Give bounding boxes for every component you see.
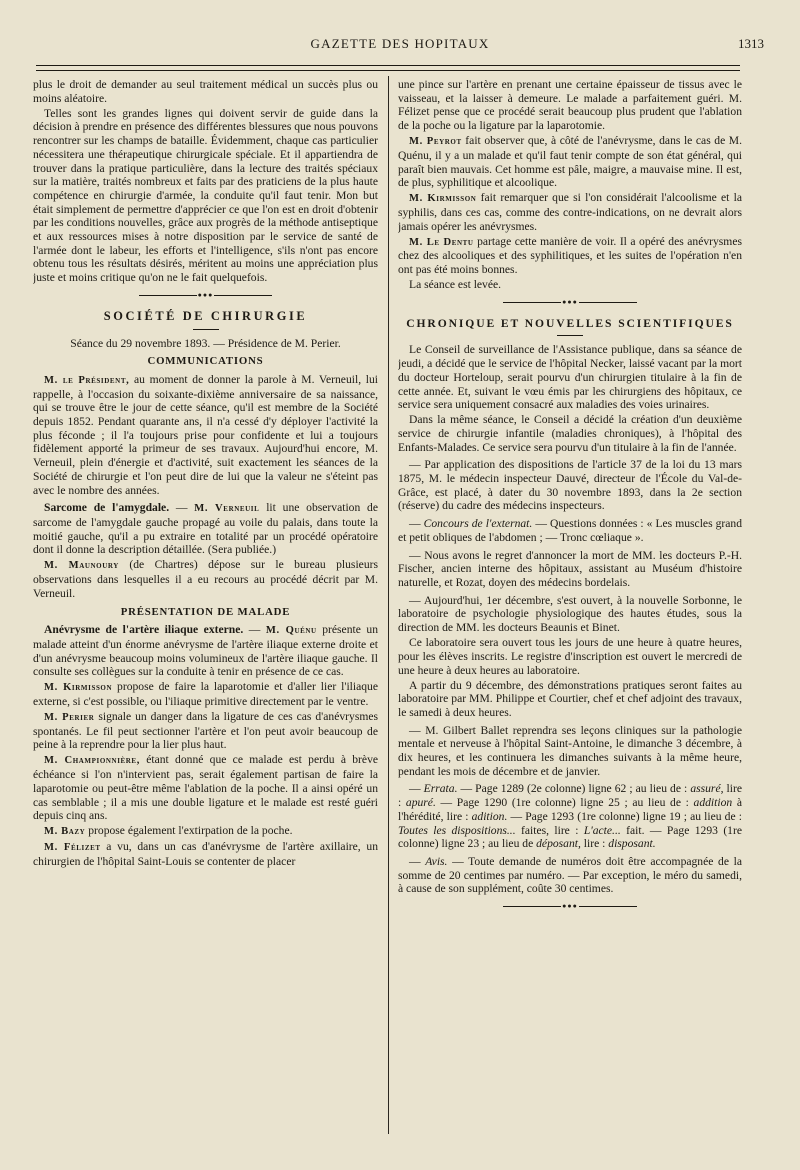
paragraph: Ce laboratoire sera ouvert tous les jours de une heure à quatre heures, pour les élèves inscrits. Le registre d'inscription est ouvert le mercredi de une heure à deux heures au laboratoire. [398, 636, 742, 677]
paragraph-text: a vu, dans un cas d'anévrysme de l'artère axillaire, un chirurgien de l'hôpital Saint-Louis se contenter de placer [33, 840, 378, 868]
speaker-name: M. Championnière, [44, 755, 140, 767]
text: lire : [398, 782, 742, 810]
text: à l'hérédité, lire : [398, 796, 742, 823]
paragraph: Telles sont les grandes lignes qui doivent servir de guide dans la décision à prendre en présence des différentes blessures que nous pouvons rencontrer sur les champs de bataille. Évidemment, chaque cas particulier nécessitera une thérapeutique chirurgicale spéciale. Et il appartiendra de trouver dans la pratique particulière, dans la lecture des traités spéciaux sur la matière, traités nombreux et faits par des praticiens de la plus haute compétence en chirurgie d'armée, la conduite qu'il faut tenir. Mon but était simplement de permettre d'apprécier ce que l'on est en droit d'obtenir par les conditions nouvelles, grâce aux progrès de la méthode antiseptique et aux ressources mises à notre disposition par le service de santé de l'armée dont le labeur, les efforts et l'intelligence, s'ils n'ont pas encore obtenu tous les résultats désirés, méritent au moins une appréciation plus juste et moins critique qu'on ne le fait quelquefois. [33, 106, 378, 285]
section-title: SOCIÉTÉ DE CHIRURGIE [103, 308, 308, 323]
speaker-name: M. le Président, [44, 374, 130, 386]
paragraph: A partir du 9 décembre, des démonstrations pratiques seront faites au laboratoire par MM. Philippe et Courtier, chef et chef adjoint des travaux, le samedi à deux heures. [398, 678, 742, 719]
paragraph-text: — Questions données : « Les muscles grand et petit obliques de l'abdomen ; — Tronc cœliaque ». [398, 517, 742, 544]
paragraph-text: fait remarquer que si l'on considérait l'alcoolisme et la syphilis, dans ces cas, comme des contre-indications, on ne devrait alors jamais opérer les anévrysmes. [398, 191, 742, 233]
italic-word: disposant. [608, 837, 656, 851]
speaker-name: M. Le Dentu [409, 236, 474, 248]
column-divider [388, 76, 389, 1134]
right-column [398, 78, 742, 1138]
speaker-name: M. Verneuil [194, 503, 260, 515]
italic-word: apuré. [405, 796, 436, 810]
paragraph-text: propose également l'extirpation de la poche. [85, 824, 293, 838]
short-rule [193, 329, 219, 330]
paragraph-text: fait observer que, à côté de l'anévrysme, dans le cas de M. Quénu, il y a un malade et qu'il faut tenir compte de son état général, qui paraît bien mauvais. Cet homme est pâle, maigre, a mauvaise mine. Il est, de plus, syphilitique et alcoolique. [398, 134, 742, 190]
paragraph-text: étant donné que ce malade est perdu à brève échéance si l'on n'intervient pas, serait également partisan de faire la laparotomie ou peut-être même l'ablation de la poche. Il a ainsi opéré un cas semblable ; il a mis une double ligature et le malade est resté guéri depuis cinq ans. [33, 753, 378, 823]
dash: — [169, 501, 195, 515]
paragraph [33, 373, 378, 497]
paragraph [33, 753, 378, 823]
communications-heading: COMMUNICATIONS [147, 355, 264, 368]
paragraph [33, 840, 378, 868]
paragraph-text: signale un danger dans la ligature de ces cas d'anévrysmes spontanés. Le fil peut sectionner l'artère et l'on peut avoir beaucoup de peine à la reprendre pour la lier plus haut. [33, 710, 378, 752]
paragraph: — Par application des dispositions de l'article 37 de la loi du 13 mars 1875, M. le médecin inspecteur Dauvé, directeur de l'École du Val-de-Grâce, est placé, à dater du 30 novembre 1893, dans la 2e section (réserve) du cadre des médecins inspecteurs. [398, 458, 742, 513]
paragraph-text: au moment de donner la parole à M. Verneuil, lui rappelle, à l'occasion du soixante-dixième anniversaire de sa naissance, qui se trouve être le jour de cette séance, qu'il est membre de la Société depuis 1852. Pendant quarante ans, il n'a cessé d'y déployer l'activité la plus féconde ; il l'a toujours prise pour confidente et lui a toujours fidèlement apporté la primeur de ses travaux. Aujourd'hui encore, M. Verneuil, plein d'énergie et d'activité, suit exactement les séances de la Société de chirurgie et l'on peut dire de lui que la valeur ne s'éteint pas avec le nombre des années. [33, 372, 378, 497]
paragraph [33, 680, 378, 708]
dash: — [409, 782, 424, 796]
paragraph [33, 824, 378, 839]
paragraph [33, 623, 378, 679]
paragraph: une pince sur l'artère en prenant une certaine épaisseur de tissus avec le vaisseau, et la laisser à demeure. Le malade a parfaitement guéri. M. Félizet pense que ce procédé serait beaucoup plus prudent que l'ablation de la poche ou la ligature par la laparotomie. [398, 78, 742, 133]
dash: — [409, 517, 424, 531]
italic-word: addition [693, 796, 733, 810]
avis-paragraph [398, 855, 742, 896]
section-title: CHRONIQUE ET NOUVELLES SCIENTIFIQUES [406, 316, 734, 330]
paragraph-text: lit une observation de sarcome de l'amygdale gauche propagé au voile du palais, dans toute la moitié gauche, qu'il a pu extraire en totalité par un procédé opératoire dont il donne la description détaillée. (Sera publiée.) [33, 501, 378, 557]
speaker-name: M. Kirmisson [44, 682, 113, 694]
avis-label: Avis. [425, 854, 448, 868]
page-header [0, 36, 800, 58]
italic-word: Toutes les dispositions... [398, 823, 516, 837]
paragraph: — Aujourd'hui, 1er décembre, s'est ouvert, à la nouvelle Sorbonne, le laboratoire de psychologie physiologique des hautes études, sous la direction de MM. les docteurs Beaunis et Binet. [398, 593, 742, 635]
paragraph [398, 134, 742, 190]
section-ornament: ●●● [398, 294, 742, 309]
section-ornament: ●●● [33, 287, 378, 302]
text: lire : [580, 837, 609, 851]
text: — Page 1290 (1re colonne) ligne 25 ; au lieu de : [435, 796, 694, 810]
dash: — [243, 623, 266, 637]
speaker-name: M. Quénu [265, 625, 317, 637]
speaker-name: M. Peyrot [409, 136, 462, 148]
paragraph-text: (de Chartres) dépose sur le bureau plusieurs observations dans lesquelles il a eu recours au procédé décrit par M. Verneuil. [33, 558, 378, 600]
subject-title: Sarcome de l'amygdale. [44, 501, 170, 515]
paragraph [398, 235, 742, 277]
speaker-name: M. Félizet [44, 842, 101, 854]
paragraph [398, 517, 742, 544]
italic-label: Concours de l'externat. [423, 517, 533, 531]
italic-word: adition. [471, 809, 508, 823]
paragraph-text: présente un malade atteint d'un énorme anévrysme de l'artère iliaque externe droite et d'un anévrysme beaucoup moins volumineux de l'artère iliaque gauche. Il consulte ses collègues sur la conduite à tenir en présence de ce cas. [33, 623, 378, 679]
page-number: 1313 [738, 36, 764, 51]
paragraph: Le Conseil de surveillance de l'Assistance publique, dans sa séance de jeudi, a décidé que le service de l'hôpital Necker, laissé vacant par la mort du docteur Horteloup, serait pourvu d'un chirurgien titulaire à la fin de cette année. Et, suivant le vœu émis par les chirurgiens des hôpitaux, ce service sera uniquement consacré aux maladies des voies urinaires. [398, 343, 742, 412]
speaker-name: M. Kirmisson [409, 193, 477, 205]
paragraph [33, 501, 378, 557]
speaker-name: M. Perier [44, 712, 95, 724]
paragraph: Dans la même séance, le Conseil a décidé la création d'un deuxième service de chirurgie infantile (maladies chroniques), à l'hôpital des Enfants-Malades. Ce service sera pourvu d'un titulaire à la fin de l'année. [398, 413, 742, 454]
subject-title: Anévrysme de l'artère iliaque externe. [44, 623, 244, 637]
text: fait. — Page 1293 (1re colonne) ligne 23 ; au lieu de [398, 823, 742, 851]
errata-paragraph [398, 782, 742, 851]
speaker-name: M. Maunoury [44, 560, 119, 572]
paragraph: plus le droit de demander au seul traitement médical un succès plus ou moins aléatoire. [33, 78, 378, 105]
short-rule [557, 335, 583, 336]
dash: — [409, 854, 426, 868]
text: — Page 1293 (1re colonne) ligne 19 ; au lieu de : [507, 809, 742, 823]
paragraph [33, 558, 378, 600]
paragraph-text: partage cette manière de voir. Il a opéré des anévrysmes chez des alcooliques et des syphilitiques, et les suites de l'opération n'en ont pas été moins bonnes. [398, 234, 742, 277]
italic-word: déposant, [536, 837, 581, 851]
paragraph-text: — Toute demande de numéros doit être accompagnée de la somme de 20 centimes par numéro. — Par exception, le méro du samedi, à cause de son supplément, coûte 30 centimes. [398, 854, 742, 896]
header-rule-thin [36, 70, 740, 71]
left-column [33, 78, 378, 1138]
paragraph [33, 710, 378, 752]
errata-label: Errata. [423, 782, 458, 796]
end-ornament: ●●● [398, 898, 742, 913]
italic-word: assuré, [690, 782, 724, 796]
paragraph: — M. Gilbert Ballet reprendra ses leçons cliniques sur la pathologie mentale et nerveuse à l'hôpital Saint-Antoine, le dimanche 3 décembre, à dix heures, et les continuera les dimanches suivants à la même heure, pendant les mois de décembre et de janvier. [398, 723, 742, 778]
presentation-heading: PRÉSENTATION DE MALADE [120, 605, 291, 618]
header-rule-thick [36, 65, 740, 66]
paragraph-text: propose de faire la laparotomie et d'aller lier l'iliaque externe, si c'est possible, ou l'iliaque primitive directement par le ventre. [33, 680, 378, 709]
text: — Page 1289 (2e colonne) ligne 62 ; au lieu de : [457, 782, 691, 796]
text: faites, lire : [515, 823, 584, 837]
paragraph: — Nous avons le regret d'annoncer la mort de MM. les docteurs P.-H. Fischer, ancien interne des hôpitaux, assistant au Muséum d'histoire naturelle, et Rozat, doyen des médecins bordelais. [398, 548, 742, 589]
seance-levee: La séance est levée. [409, 278, 502, 292]
speaker-name: M. Bazy [44, 826, 86, 838]
journal-title: GAZETTE DES HOPITAUX [310, 36, 490, 51]
seance-line: Séance du 29 novembre 1893. — Présidence de M. Perier. [70, 336, 341, 350]
italic-word: L'acte... [583, 823, 621, 837]
paragraph [398, 191, 742, 233]
